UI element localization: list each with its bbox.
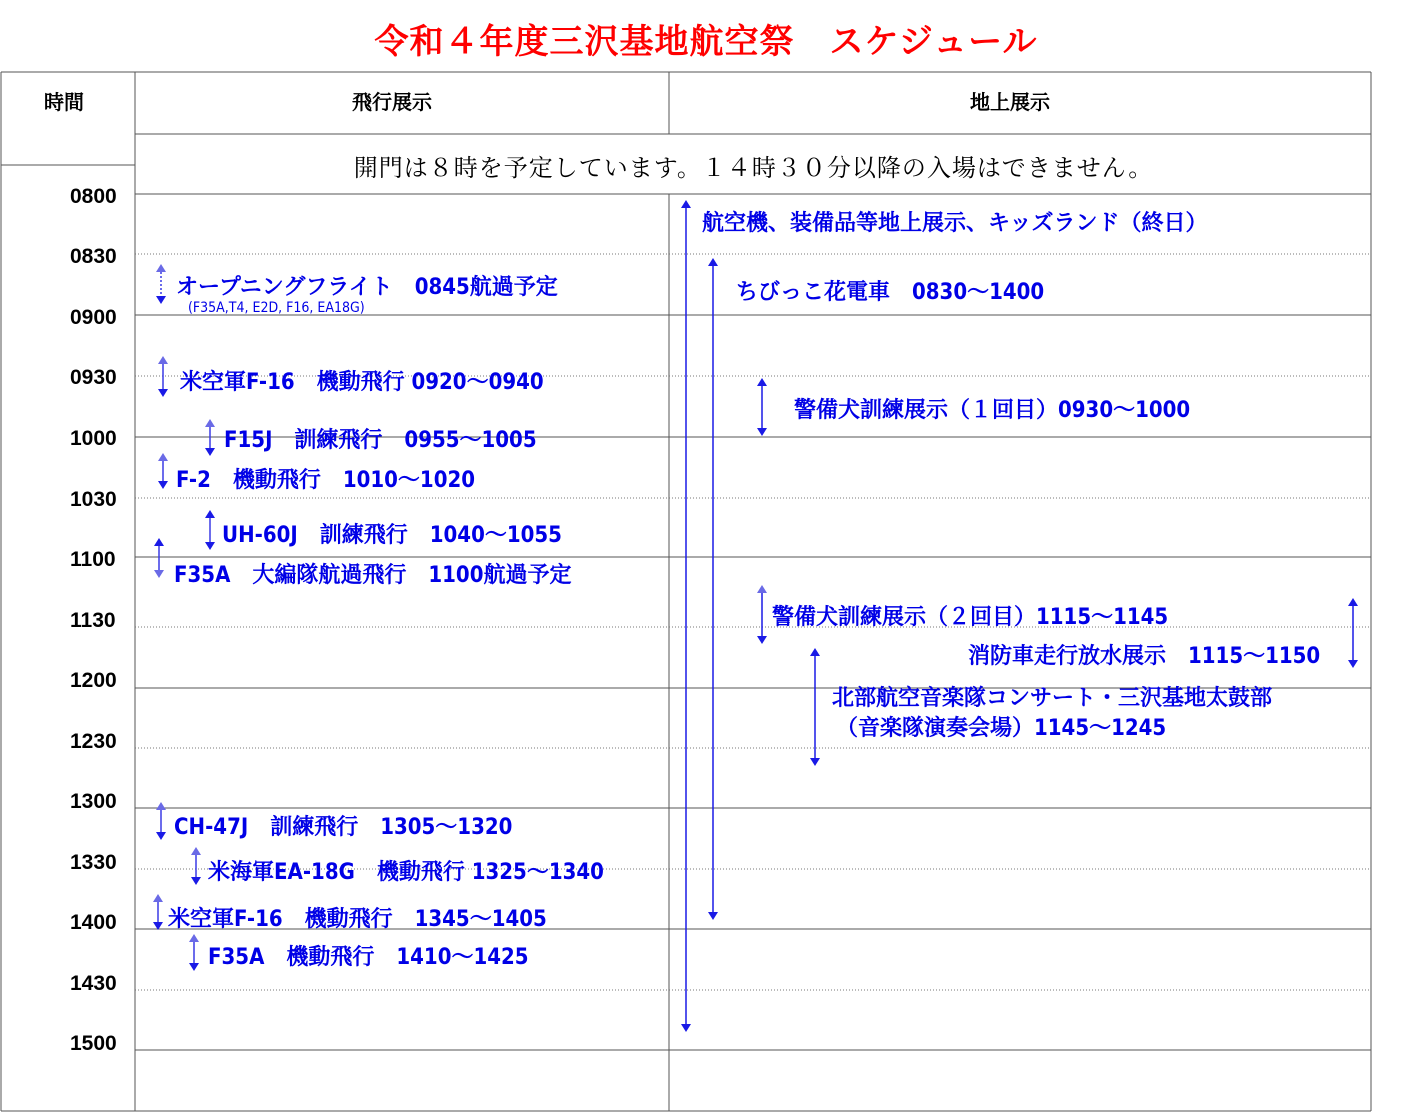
ground-event-concert-venue: （音楽隊演奏会場）1145～1245 [836,716,1167,741]
flight-event-usn-ea18g: 米海軍EA-18G 機動飛行 1325～1340 [208,860,604,885]
time-label: 0830 [70,245,117,268]
flight-event-uh60j: UH-60J 訓練飛行 1040～1055 [222,523,562,548]
time-label: 1430 [70,972,117,995]
time-label: 1500 [70,1032,117,1055]
time-label: 1130 [70,609,116,632]
ground-event-guard-dog-2: 警備犬訓練展示（２回目）1115～1145 [772,605,1169,630]
time-label: 1400 [70,911,117,934]
ground-event-concert: 北部航空音楽隊コンサート・三沢基地太鼓部 [832,686,1273,711]
flight-event-opening-aircraft: (F35A,T4, E2D, F16, EA18G) [188,300,365,316]
time-label: 0930 [70,366,117,389]
ground-event-static-display: 航空機、装備品等地上展示、キッズランド（終日） [702,211,1208,236]
time-label: 1030 [70,488,117,511]
ground-event-hanadensha: ちびっこ花電車 0830～1400 [736,280,1045,305]
time-label: 0900 [70,306,117,329]
flight-event-f35a-formation: F35A 大編隊航過飛行 1100航過予定 [174,563,572,588]
ground-event-firetruck: 消防車走行放水展示 1115～1150 [968,644,1321,669]
header-ground: 地上展示 [970,90,1050,114]
time-label: 1200 [70,669,117,692]
flight-event-opening: オープニングフライト 0845航過予定 [176,275,558,300]
flight-event-ch47j: CH-47J 訓練飛行 1305～1320 [174,815,513,840]
header-flight: 飛行展示 [352,90,432,114]
ground-event-guard-dog-1: 警備犬訓練展示（１回目）0930～1000 [794,398,1191,423]
time-label: 1100 [70,548,116,571]
time-label: 1330 [70,851,117,874]
page-title: 令和４年度三沢基地航空祭 スケジュール [374,22,1038,62]
flight-event-f35a-demo: F35A 機動飛行 1410～1425 [208,945,529,970]
time-label: 1000 [70,427,117,450]
flight-event-usaf-f16: 米空軍F-16 機動飛行 0920～0940 [180,370,544,395]
time-label: 1300 [70,790,117,813]
flight-event-f2: F-2 機動飛行 1010～1020 [176,468,476,493]
header-time: 時間 [44,90,84,114]
time-label: 1230 [70,730,117,753]
gate-notice: 開門は８時を予定しています。１４時３０分以降の入場はできません。 [353,154,1154,182]
time-label: 0800 [70,185,117,208]
flight-event-usaf-f16-2: 米空軍F-16 機動飛行 1345～1405 [168,907,547,932]
flight-event-f15j: F15J 訓練飛行 0955～1005 [224,428,537,453]
